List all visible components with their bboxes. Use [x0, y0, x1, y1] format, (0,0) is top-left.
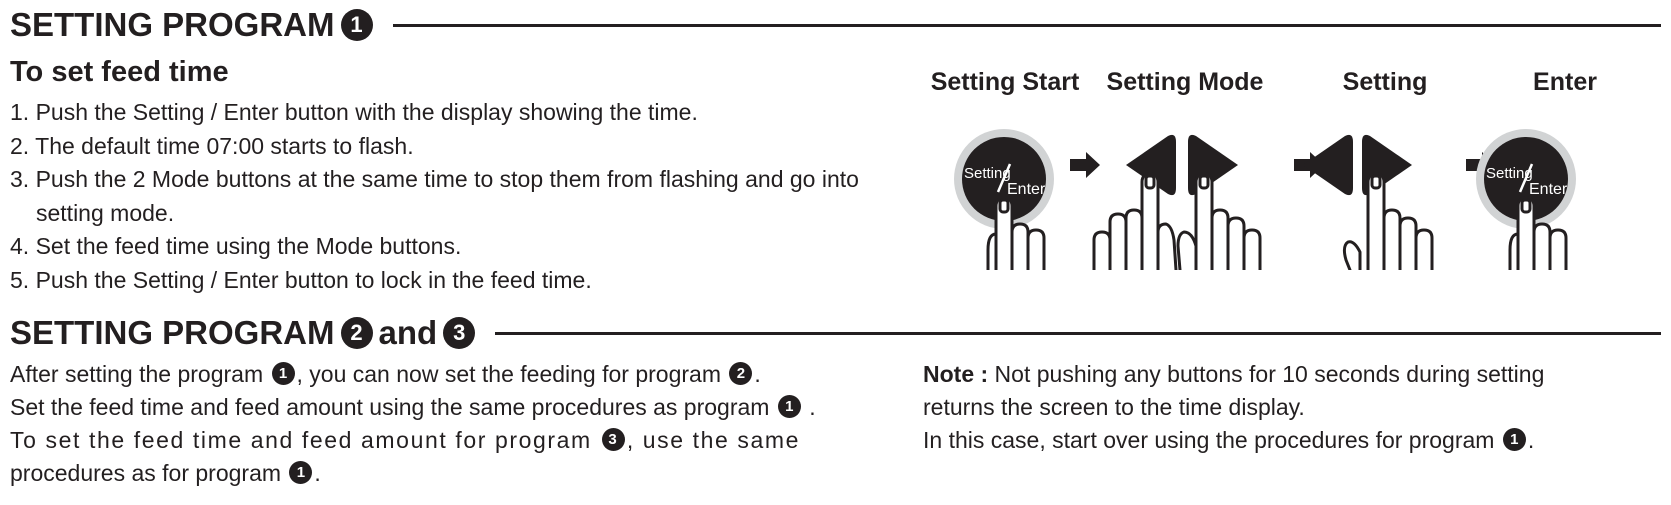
program-number-badge: 1	[289, 461, 312, 484]
svg-text:Setting: Setting	[964, 165, 1011, 182]
section-1-title: SETTING PROGRAM	[10, 6, 335, 43]
label-enter: Enter	[1533, 68, 1597, 96]
section-1-rule	[393, 24, 1661, 27]
instruction-line-4: procedures as for program 1 .	[10, 460, 321, 486]
step-3: 3. Push the 2 Mode buttons at the same time to stop them from flashing and go into setting mode.	[10, 166, 859, 226]
instruction-line-2: Set the feed time and feed amount using the same procedures as program 1 .	[10, 394, 816, 420]
button-sequence-figure	[940, 122, 1630, 270]
setting-left-button-icon	[1303, 135, 1353, 195]
section-2-rule	[495, 332, 1661, 335]
program-number-badge: 1	[272, 362, 295, 385]
program-3-number-badge: 3	[443, 317, 475, 349]
note-label: Note :	[923, 361, 989, 387]
program-2-number-badge: 2	[341, 317, 373, 349]
section-2-and: and	[378, 314, 438, 351]
program-number-badge: 3	[602, 428, 625, 451]
step-1: 1. Push the Setting / Enter button with the display showing the time.	[10, 99, 698, 125]
arrow-right-icon	[1070, 152, 1100, 178]
feed-time-subheading: To set feed time	[10, 56, 229, 88]
label-setting-start: Setting Start	[930, 68, 1080, 96]
program-1-number-badge: 1	[341, 9, 373, 41]
steps-list	[10, 96, 890, 297]
section-2-title: SETTING PROGRAM	[10, 314, 335, 351]
step-5: 5. Push the Setting / Enter button to lock in the feed time.	[10, 266, 592, 293]
pressing-hand-icon	[1344, 174, 1432, 270]
note-line-3: In this case, start over using the procedures for program 1 .	[923, 427, 1535, 453]
instruction-line-1: After setting the program 1 , you can now set the feeding for program 2 .	[10, 361, 761, 387]
section-1-heading	[10, 6, 1661, 44]
program-number-badge: 1	[778, 395, 801, 418]
label-setting-mode: Setting Mode	[1106, 68, 1264, 96]
program-number-badge: 1	[1503, 428, 1526, 451]
svg-text:Enter: Enter	[1529, 181, 1568, 198]
instruction-line-3: To set the feed time and feed amount for program 3 , use the same	[10, 427, 801, 453]
pressing-hands-icon	[1094, 174, 1260, 270]
program-2-3-instructions	[10, 358, 890, 490]
svg-text:Enter: Enter	[1007, 181, 1046, 198]
step-4: 4. Set the feed time using the Mode buttons.	[10, 233, 462, 259]
program-number-badge: 2	[729, 362, 752, 385]
svg-text:Setting: Setting	[1486, 165, 1533, 182]
section-2-heading	[10, 314, 1661, 352]
note-line-2: returns the screen to the time display.	[923, 394, 1305, 420]
label-setting: Setting	[1342, 68, 1428, 96]
note-line-1: Note : Not pushing any buttons for 10 seconds during setting	[923, 361, 1545, 387]
step-2: 2. The default time 07:00 starts to flash.	[10, 132, 414, 159]
note-block	[923, 358, 1663, 457]
